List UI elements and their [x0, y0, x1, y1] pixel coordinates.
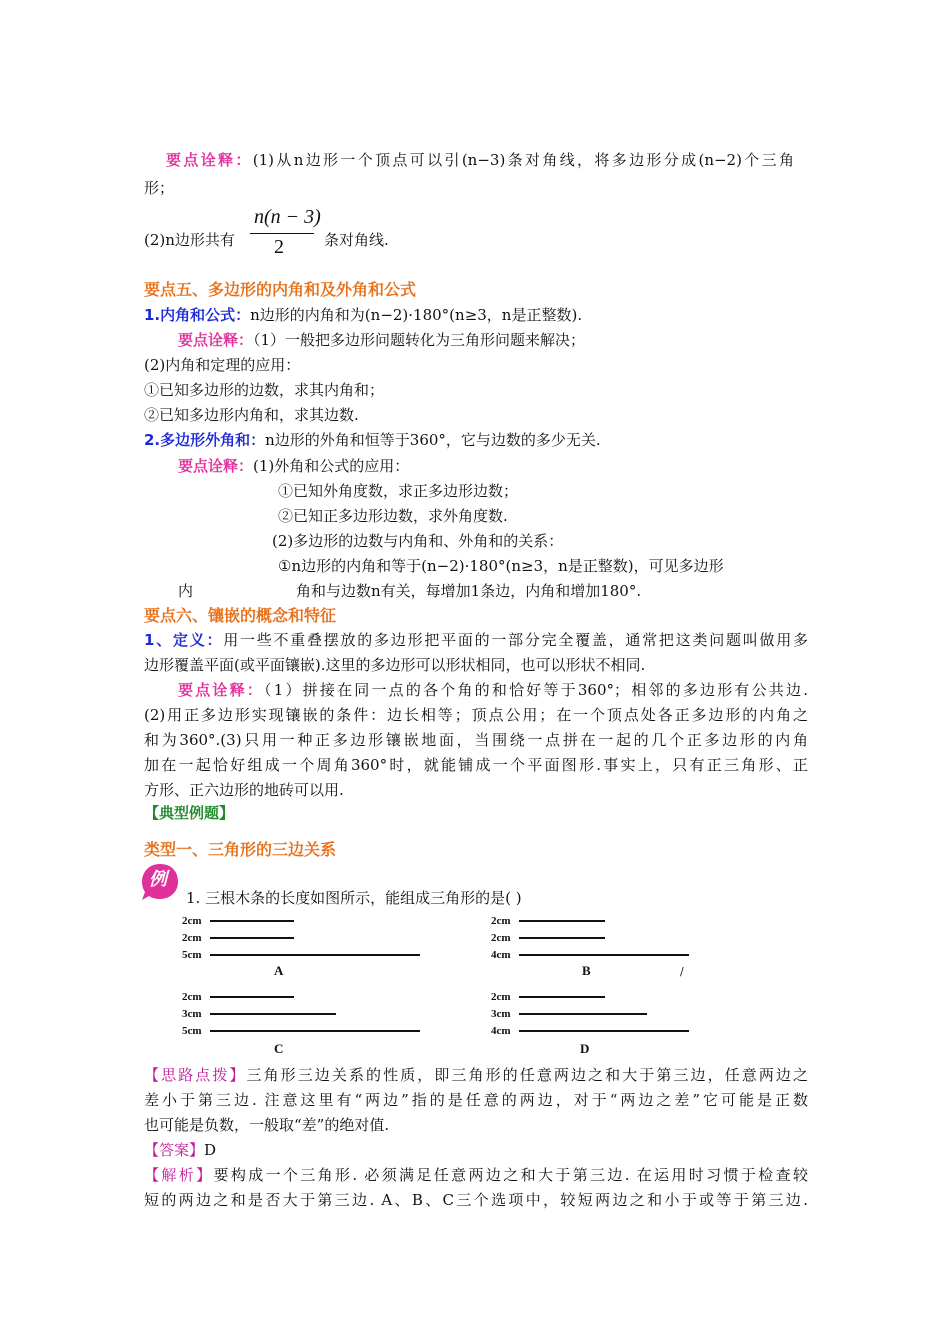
- def-label: 1、定义：: [144, 631, 224, 649]
- analysis-line1: [144, 1165, 808, 1185]
- formula-numerator: n(n − 3): [254, 206, 321, 228]
- note2-text: (1)外角和公式的应用：: [253, 457, 410, 475]
- option-b-len2: 2cm: [491, 932, 511, 944]
- analysis-line2: 短的两边之和是否大于第三边. A、B、C三个选项中，较短两边之和小于或等于第三边.: [144, 1191, 808, 1209]
- hint-label: 【思路点拨】: [144, 1066, 247, 1084]
- section5-note2: [178, 456, 409, 476]
- section5-m2: ②已知正多边形边数，求外角度数.: [278, 507, 508, 525]
- option-a-len1: 2cm: [182, 915, 202, 927]
- hint-line2: 差小于第三边. 注意这里有“两边”指的是任意的两边，对于“两边之差”它可能是正数: [144, 1091, 808, 1109]
- option-c-label: C: [274, 1041, 284, 1056]
- option-c-len2: 3cm: [182, 1008, 202, 1020]
- note-label: 要点诠释：: [166, 151, 253, 169]
- option-a-len2: 2cm: [182, 932, 202, 944]
- section5-item1: [144, 305, 582, 325]
- section6-n2: (2)用正多边形实现镶嵌的条件：边长相等；顶点公用；在一个顶点处各正多边形的内角之: [144, 706, 808, 724]
- option-c-bar3: [210, 1030, 420, 1032]
- hint-text: 三角形三边关系的性质，即三角形的任意两边之和大于第三边，任意两边之: [246, 1066, 808, 1084]
- note1-line1: [166, 150, 794, 170]
- note-label: 要点诠释：: [178, 331, 254, 349]
- section5-line4: ②已知多边形内角和，求其边数.: [144, 406, 359, 424]
- option-c-bar2: [210, 1013, 336, 1015]
- option-d-bar3: [519, 1030, 689, 1032]
- option-d-bar1: [519, 996, 605, 998]
- option-d-bar2: [519, 1013, 647, 1015]
- example-badge-text: 例: [149, 869, 167, 890]
- section5-line2: (2)内角和定理的应用：: [144, 356, 301, 374]
- note-text: （1）拼接在同一点的各个角的和恰好等于360°；相邻的多边形有公共边.: [264, 681, 808, 699]
- option-b-bar3: [519, 954, 689, 956]
- answer-label: 【答案】: [144, 1141, 205, 1159]
- option-b-bar2: [519, 937, 605, 939]
- option-b-len1: 2cm: [491, 915, 511, 927]
- examples-heading: 【典型例题】: [144, 804, 235, 822]
- option-a-label: A: [274, 963, 284, 978]
- section5-m5b: 角和与边数n有关，每增加1条边，内角和增加180°.: [296, 582, 642, 600]
- section6-n3: 和为360°.(3)只用一种正多边形镶嵌地面，当围绕一点拼在一起的几个正多边形的内角: [144, 731, 808, 749]
- option-d-len3: 4cm: [491, 1025, 511, 1037]
- section6-def2: 边形覆盖平面(或平面镶嵌).这里的多边形可以形状相同，也可以形状不相同.: [144, 656, 646, 674]
- note-text: （1）一般把多边形问题转化为三角形问题来解决；: [253, 331, 586, 349]
- section6-title: 要点六、镶嵌的概念和特征: [144, 606, 337, 625]
- section5-m3: (2)多边形的边数与内角和、外角和的关系：: [272, 532, 564, 550]
- stray-mark: /: [680, 965, 684, 978]
- note-label: 要点诠释：: [178, 681, 265, 699]
- option-a-bar2: [210, 937, 294, 939]
- section5-note: [178, 330, 585, 350]
- item2-text: n边形的外角和恒等于360°，它与边数的多少无关.: [265, 431, 601, 449]
- def-text: 用一些不重叠摆放的多边形把平面的一部分完全覆盖，通常把这类问题叫做用多: [223, 631, 808, 649]
- hint-line1: [144, 1065, 808, 1085]
- option-d-label: D: [580, 1041, 590, 1056]
- option-d-len2: 3cm: [491, 1008, 511, 1020]
- answer-line: [144, 1140, 216, 1160]
- note1-text: (1)从n边形一个顶点可以引(n−3)条对角线，将多边形分成(n−2)个三角: [252, 151, 794, 169]
- section5-title: 要点五、多边形的内角和及外角和公式: [144, 280, 417, 299]
- option-c-len1: 2cm: [182, 991, 202, 1003]
- section5-m1: ①已知外角度数，求正多边形边数；: [278, 482, 519, 500]
- section5-item2: [144, 430, 601, 450]
- section6-note: [178, 680, 808, 700]
- item1-text: n边形的内角和为(n−2)·180°(n≥3，n是正整数).: [250, 306, 583, 324]
- section6-n5: 方形、正六边形的地砖可以用.: [144, 781, 344, 799]
- question-text: 1. 三根木条的长度如图所示，能组成三角形的是( ): [186, 889, 522, 907]
- section5-m5a: 内: [178, 582, 194, 600]
- option-c-len3: 5cm: [182, 1025, 202, 1037]
- option-b-label: B: [582, 963, 591, 978]
- note-label: 要点诠释：: [178, 457, 254, 475]
- type1-title: 类型一、三角形的三边关系: [144, 840, 337, 859]
- hint-line3: 也可能是负数，一般取“差”的绝对值.: [144, 1116, 390, 1134]
- item2-label: 2.多边形外角和：: [144, 431, 266, 449]
- section6-def: [144, 630, 808, 650]
- option-d-len1: 2cm: [491, 991, 511, 1003]
- option-a-len3: 5cm: [182, 949, 202, 961]
- formula-denominator: 2: [274, 236, 284, 258]
- note1-line1-cont: 形；: [144, 179, 175, 197]
- section5-line3: ①已知多边形的边数，求其内角和；: [144, 381, 385, 399]
- option-a-bar3: [210, 954, 420, 956]
- option-b-bar1: [519, 920, 605, 922]
- note1-line2-prefix: (2)n边形共有: [144, 231, 235, 249]
- formula-fraction-bar: [250, 233, 314, 234]
- analysis-text: 要构成一个三角形. 必须满足任意两边之和大于第三边. 在运用时习惯于检查较: [213, 1166, 808, 1184]
- section6-n4: 加在一起恰好组成一个周角360°时，就能铺成一个平面图形.事实上，只有正三角形、正: [144, 756, 808, 774]
- analysis-label: 【解析】: [144, 1166, 214, 1184]
- option-b-len3: 4cm: [491, 949, 511, 961]
- note1-line2-suffix: 条对角线.: [324, 231, 389, 249]
- answer-text: D: [204, 1141, 217, 1159]
- item1-label: 1.内角和公式：: [144, 306, 251, 324]
- section5-m4: ①n边形的内角和等于(n−2)·180°(n≥3，n是正整数)，可见多边形: [278, 557, 724, 575]
- option-c-bar1: [210, 996, 294, 998]
- option-a-bar1: [210, 920, 294, 922]
